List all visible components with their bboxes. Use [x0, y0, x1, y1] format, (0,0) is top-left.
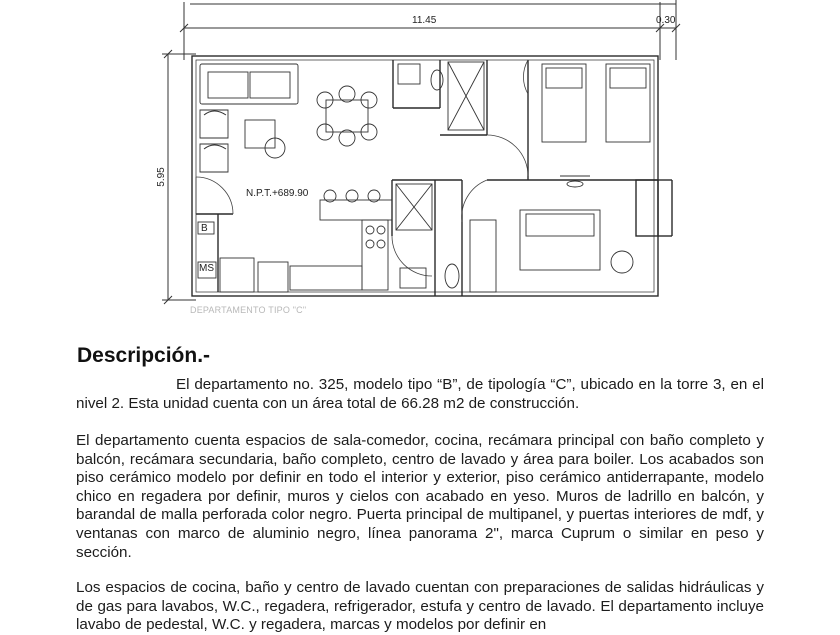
- washer-label: MS: [199, 263, 214, 274]
- description-heading: Descripción.-: [77, 344, 211, 367]
- dim-height-label: 5.95: [156, 167, 167, 187]
- dim-width-label: 11.45: [412, 15, 437, 26]
- level-label: N.P.T.+689.90: [246, 188, 309, 199]
- dim-wall-label: 0.30: [656, 15, 676, 26]
- description-paragraph-2: El departamento cuenta espacios de sala-comedor, cocina, recámara principal con baño completo y balcón, recámara secundaria, baño completo, centro de lavado y área para boiler. Los acabados son piso cerámico modelo por definir en todo el interior y exterior, piso cerámico antiderrapante, modelo chico en regadera por definir, muros y cielos con acabado en yeso. Muros de ladrillo en balcón, y barandal de malla perforada color negro. Puerta principal de multipanel, y puertas interiores de mdf, y ventanas con marco de aluminio negro, línea panorama 2", marca Cuprum o similar en peso y sección.: [76, 432, 764, 561]
- boiler-label: B: [201, 223, 208, 234]
- plan-caption: DEPARTAMENTO TIPO "C": [190, 305, 307, 315]
- description-paragraph-3: Los espacios de cocina, baño y centro de lavado cuentan con preparaciones de salidas hidráulicas y de gas para lavabos, W.C., regadera, refrigerador, estufa y centro de lavado. El departamento incluye lavabo de pedestal, W.C. y regadera, marcas y modelos por definir en: [76, 579, 764, 634]
- description-paragraph-1: El departamento no. 325, modelo tipo “B”, de tipología “C”, ubicado en la torre 3, en el nivel 2. Esta unidad cuenta con un área total de 66.28 m2 de construcción.: [76, 376, 764, 412]
